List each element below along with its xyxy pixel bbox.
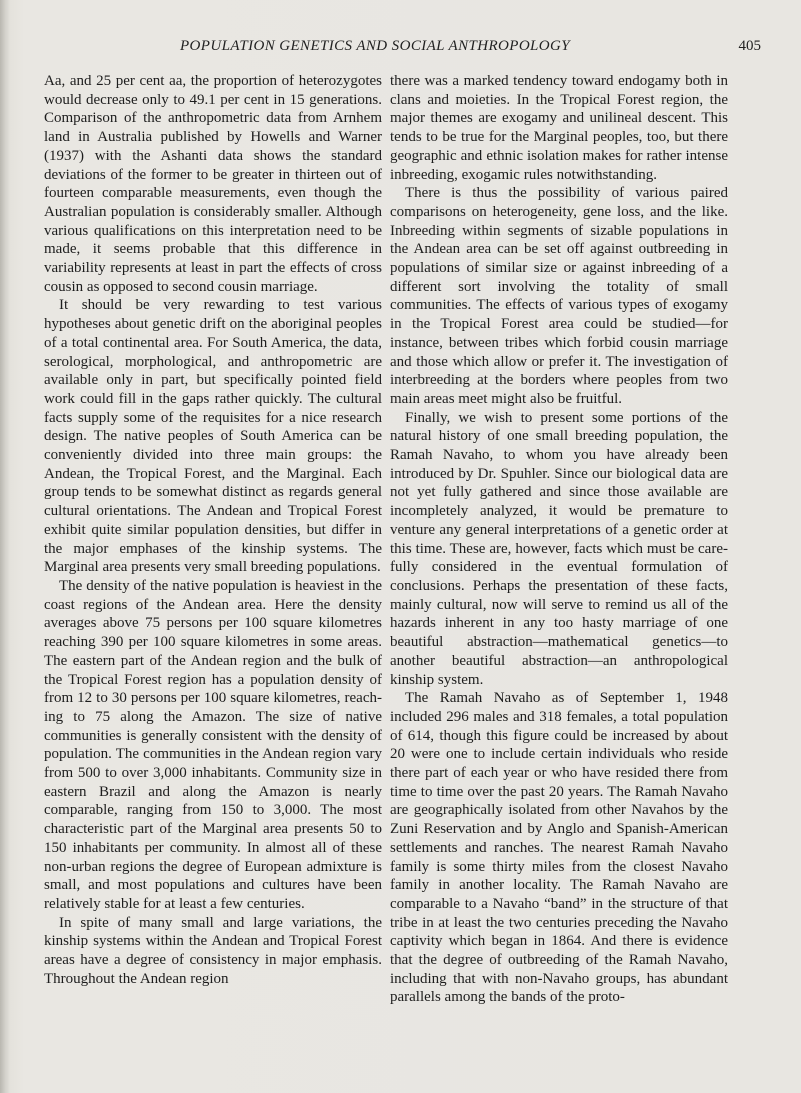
paragraph: there was a marked tendency toward endogamy both in clans and moieties. In the Tropical Forest region, the major themes are exogamy and unilineal descent. This tends to be true for the Marginal peoples, too, but there geographic and ethnic isolation makes for rather intense inbreeding, exogamic rules notwithstanding. (390, 73, 728, 183)
paragraph: Aa, and 25 per cent aa, the proportion of heterozygotes would decrease only to 49.1 per cent in 15 generations. Comparison of the anthropometric data from Arnhem land in Australia published by Howells and Warner (1937) with the Ashanti data shows the standard deviations of the former to be greater in thirteen out of fourteen comparable measurements, even though the Australian population is considerably smaller. Although various qualifications on this interpretation need to be made, it seems probable that this difference in variability represents at least in part the effects of cross cousin as opposed to second cousin marriage. (44, 73, 382, 295)
paragraph: The density of the native population is heaviest in the coast regions of the Andean area. Here the density averages above 75 persons per 100 square kilometres reaching 390 per 100 square kilometres in some areas. The eastern part of the Andean region and the bulk of the Tropical Forest region has a population density of from 12 to 30 persons per 100 square kilometres, reaching to 75 along the Amazon. The size of native communities is generally consistent with the density of population. The communities in the Andean region vary from 500 to over 3,000 inhabitants. Community size in eastern Brazil and along the Amazon is nearly comparable, ranging from 150 to 3,000. The most characteristic part of the Marginal area presents 50 to 150 inhabitants per community. In almost all of these non-urban regions the degree of European admixture is small, and most populations and cultures have been relatively stable for at least a few centuries. (44, 577, 382, 912)
paragraph: The Ramah Navaho as of September 1, 1948 included 296 males and 318 females, a total population of 614, though this figure could be increased by about 20 were one to include certain individuals who reside there part of each year or who have resided there from time to time over the past 20 years. The Ramah Navaho are geographically isolated from other Navahos by the Zuni Reservation and by Anglo and Spanish-American settlements and ranches. The nearest Ramah Navaho family is some thirty miles from the closest Navaho family in another locality. The Ramah Navaho are comparable to a Navaho “band” in the structure of that tribe in at least the two centuries preceding the Navaho captivity which began in 1864. And there is evidence that the degree of outbreeding of the Ramah Navaho, including that with non-Navaho groups, has abundant parallels among the bands of the proto- (390, 690, 728, 1006)
paragraph: There is thus the possibility of various paired comparisons on heterogeneity, gene loss, and the like. Inbreeding within segments of sizable populations in the Andean area can be set off against outbreeding in populations of similar size or against inbreeding of a different sort involving the totality of small communities. The effects of various types of exogamy in the Tropical Forest area could be studied—for instance, between tribes which forbid cousin marriage and those which allow or prefer it. The investigation of interbreeding at the borders where peoples from two main areas meet might also be fruitful. (390, 185, 728, 407)
right-text-column (390, 72, 728, 1007)
paragraph: Finally, we wish to present some portions of the natural history of one small breeding population, the Ramah Navaho, to whom you have already been introduced by Dr. Spuhler. Since our biological data are not yet fully gathered and since those available are incompletely analyzed, it would be premature to venture any general interpretations of a genetic order at this time. These are, however, facts which must be carefully considered in the eventual formulation of conclusions. Perhaps the presentation of these facts, mainly cultural, now will serve to remind us all of the hazards inherent in any too hasty marriage of one beautiful abstraction—mathematical genetics—to another beautiful abstraction—an anthropological kinship system. (390, 409, 728, 688)
page-number: 405 (738, 38, 761, 54)
left-text-column (44, 72, 382, 988)
paragraph: It should be very rewarding to test various hypotheses about genetic drift on the aboriginal peoples of a total continental area. For South America, the data, serological, morphological, and anthropometric are available only in part, but specifically pointed field work could fill in the gaps rather quickly. The cultural facts supply some of the requisites for a nice research design. The native peoples of South America can be conveniently divided into three main groups: the Andean, the Tropical Forest, and the Marginal. Each group tends to be somewhat distinct as regards general cultural orientations. The Andean and Tropical Forest exhibit quite similar population densities, but differ in the major emphases of the kinship systems. The Marginal area presents very small breeding populations. (44, 297, 382, 576)
binding-shadow (0, 0, 10, 1093)
running-head-title: POPULATION GENETICS AND SOCIAL ANTHROPOLOGY (179, 38, 571, 54)
paragraph: In spite of many small and large variations, the kinship systems within the Andean and Tropical Forest areas have a degree of consistency in major emphasis. Throughout the Andean region (44, 914, 382, 987)
